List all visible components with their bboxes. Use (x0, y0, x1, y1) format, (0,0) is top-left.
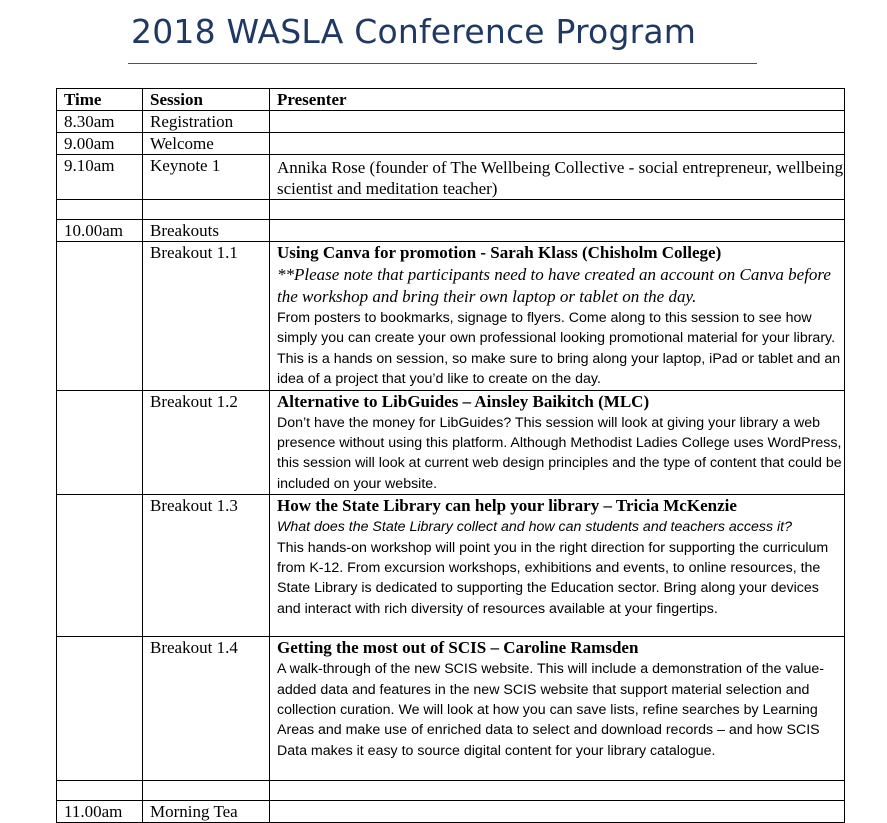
session-cell: Registration (143, 111, 270, 133)
document-title: 2018 WASLA Conference Program (131, 12, 697, 51)
session-description: Don’t have the money for LibGuides? This session will look at giving your library a web presence without using this platform. Although Methodist Ladies College uses WordPress, this session will look at current web design principles and the type of content that could be included on your website. (277, 414, 842, 492)
presenter-cell (270, 390, 845, 495)
session-cell: Breakout 1.1 (143, 242, 270, 391)
header-session: Session (143, 89, 270, 111)
time-cell (57, 242, 143, 391)
time-cell: 10.00am (57, 220, 143, 242)
table-row (57, 133, 845, 155)
presenter-cell (270, 133, 845, 155)
presenter-cell (270, 111, 845, 133)
spacer-row (57, 781, 845, 801)
title-underline (128, 63, 757, 64)
header-time: Time (57, 89, 143, 111)
presenter-cell (270, 801, 845, 823)
presenter-cell (270, 637, 845, 781)
table-row (57, 111, 845, 133)
header-row (57, 89, 845, 111)
header-presenter: Presenter (270, 89, 845, 111)
session-description: From posters to bookmarks, signage to flyers. Come along to this session to see how simply you can create your own professional looking promotional material for your library. This is a hands on session, so make sure to bring along your laptop, iPad or tablet and an idea of a project that you’d like to create on the day. (277, 310, 841, 388)
session-cell: Welcome (143, 133, 270, 155)
time-cell: 9.10am (57, 155, 143, 200)
time-cell: 8.30am (57, 111, 143, 133)
table-row (57, 495, 845, 637)
time-cell (57, 495, 143, 637)
session-note: **Please note that participants need to have created an account on Canva before the workshop and bring their own laptop or tablet on the day. (277, 265, 831, 306)
table-row (57, 242, 845, 391)
session-cell: Morning Tea (143, 801, 270, 823)
session-title: How the State Library can help your library – Tricia McKenzie (277, 496, 737, 516)
time-cell: 11.00am (57, 801, 143, 823)
session-description: A walk-through of the new SCIS website. This will include a demonstration of the value-added data and features in the new SCIS website that support material selection and collection curation. We will look at how you can save lists, refine searches by Learning Areas and make use of enriched data to select and download records – and how SCIS Data makes it easy to source digital content for your library catalogue. (277, 661, 825, 759)
table-row (57, 801, 845, 823)
session-cell: Breakout 1.3 (143, 495, 270, 637)
spacer-row (57, 200, 845, 220)
table-row (57, 155, 845, 200)
time-cell (57, 390, 143, 495)
session-cell: Keynote 1 (143, 155, 270, 200)
session-subtitle: What does the State Library collect and how can students and teachers access it? (277, 519, 792, 536)
session-cell: Breakouts (143, 220, 270, 242)
presenter-cell (270, 242, 845, 391)
time-cell: 9.00am (57, 133, 143, 155)
presenter-cell (270, 220, 845, 242)
presenter-cell: Annika Rose (founder of The Wellbeing Collective - social entrepreneur, wellbeing scientist and meditation teacher) (270, 155, 845, 200)
table-row (57, 390, 845, 495)
session-title: Getting the most out of SCIS – Caroline Ramsden (277, 638, 639, 658)
session-title: Using Canva for promotion - Sarah Klass (Chisholm College) (277, 243, 722, 262)
presenter-cell (270, 495, 845, 637)
session-cell: Breakout 1.4 (143, 637, 270, 781)
session-description: This hands-on workshop will point you in the right direction for supporting the curriculum from K-12. From excursion workshops, exhibitions and events, to online resources, the State Library is dedicated to supporting the Education sector. Bring along your devices and interact with rich diversity of resources available at your fingertips. (277, 539, 829, 617)
time-cell (57, 637, 143, 781)
program-table (56, 88, 845, 823)
table-row (57, 637, 845, 781)
table-row (57, 220, 845, 242)
session-title: Alternative to LibGuides – Ainsley Baikitch (MLC) (277, 391, 650, 411)
session-cell: Breakout 1.2 (143, 390, 270, 495)
